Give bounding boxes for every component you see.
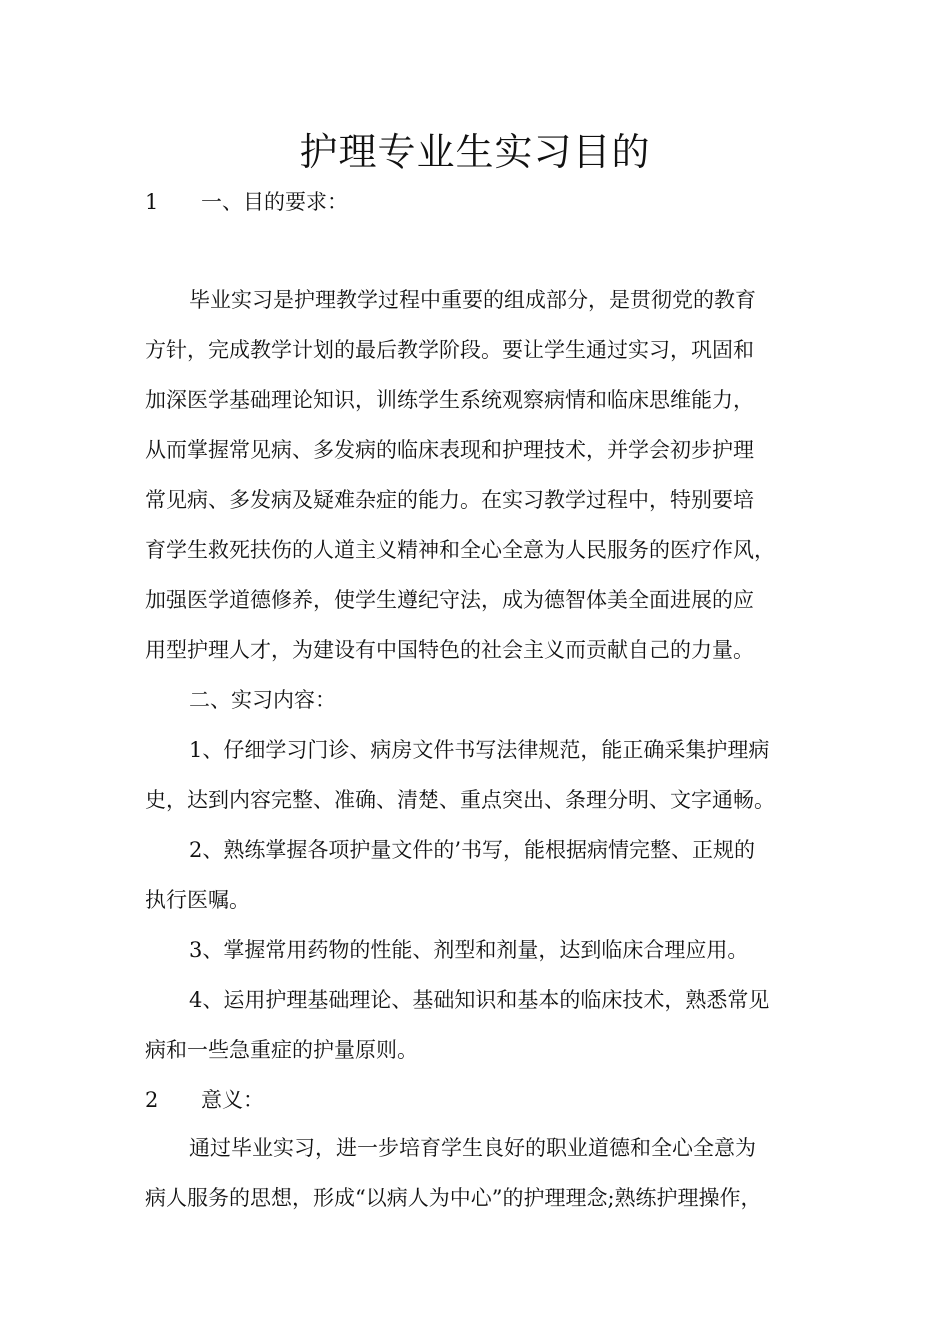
paragraph-line: 加强医学道德修养，使学生遵纪守法，成为德智体美全面进展的应 <box>145 588 754 612</box>
paragraph-line: 通过毕业实习，进一步培育学生良好的职业道德和全心全意为 <box>189 1136 756 1160</box>
section-2-number: 2 <box>145 1088 159 1112</box>
paragraph-line: 毕业实习是护理教学过程中重要的组成部分，是贯彻党的教育 <box>189 288 756 312</box>
subheading-content: 二、实习内容： <box>189 688 336 712</box>
list-item-line: 4、运用护理基础理论、基础知识和基本的临床技术，熟悉常见 <box>189 988 770 1012</box>
paragraph-line: 常见病、多发病及疑难杂症的能力。在实习教学过程中，特别要培 <box>145 488 754 512</box>
section-1-number: 1 <box>145 190 159 214</box>
section-1-heading: 一、目的要求： <box>201 190 348 214</box>
paragraph-line: 育学生救死扶伤的人道主义精神和全心全意为人民服务的医疗作风， <box>145 538 775 562</box>
list-item-line: 执行医嘱。 <box>145 888 250 912</box>
list-item-line: 1、仔细学习门诊、病房文件书写法律规范，能正确采集护理病 <box>189 738 770 762</box>
paragraph-line: 从而掌握常见病、多发病的临床表现和护理技术，并学会初步护理 <box>145 438 754 462</box>
list-item-line: 2、熟练掌握各项护量文件的’书写，能根据病情完整、正规的 <box>189 838 756 862</box>
section-2-heading: 意义： <box>201 1088 264 1112</box>
paragraph-line: 病人服务的思想，形成“以病人为中心”的护理理念;熟练护理操作， <box>145 1186 762 1210</box>
paragraph-line: 用型护理人才，为建设有中国特色的社会主义而贡献自己的力量。 <box>145 638 754 662</box>
list-item-line: 病和一些急重症的护量原则。 <box>145 1038 418 1062</box>
list-item-line: 3、掌握常用药物的性能、剂型和剂量，达到临床合理应用。 <box>189 938 749 962</box>
paragraph-line: 方针，完成教学计划的最后教学阶段。要让学生通过实习，巩固和 <box>145 338 754 362</box>
document-title: 护理专业生实习目的 <box>299 130 651 174</box>
list-item-line: 史，达到内容完整、准确、清楚、重点突出、条理分明、文字通畅。 <box>145 788 775 812</box>
paragraph-line: 加深医学基础理论知识，训练学生系统观察病情和临床思维能力， <box>145 388 754 412</box>
